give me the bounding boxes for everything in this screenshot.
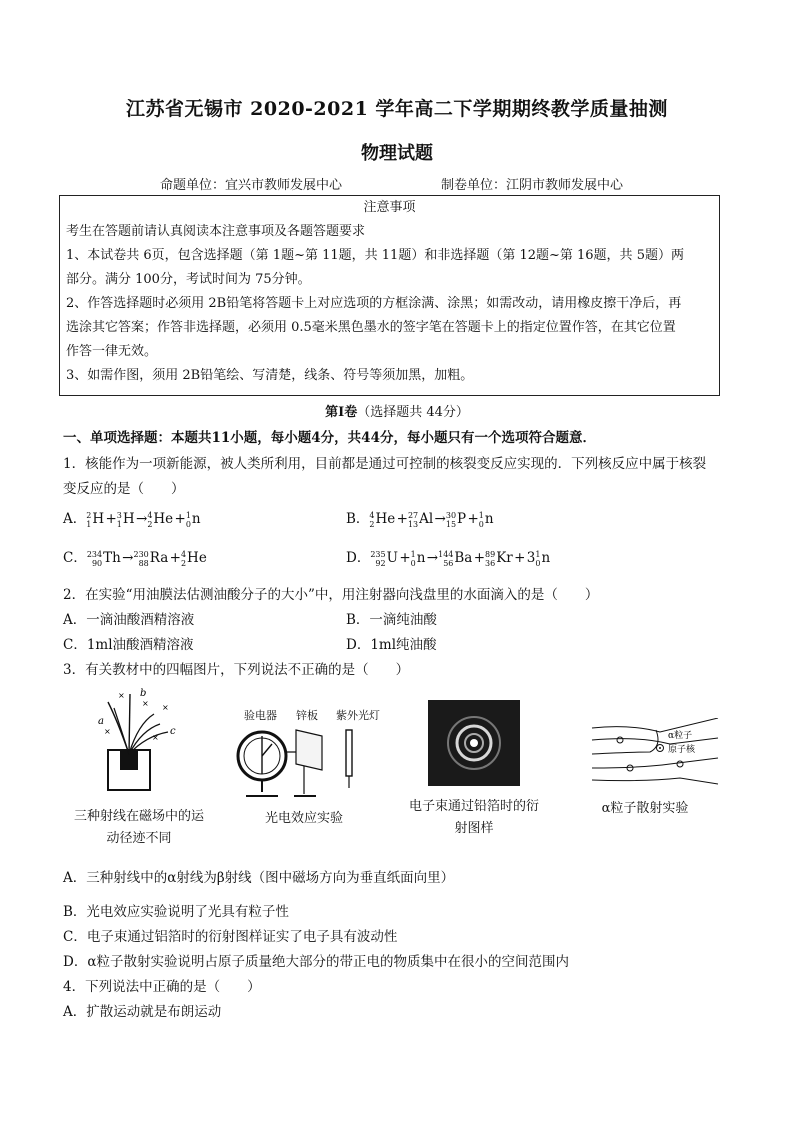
- electron-diffraction-figure: [428, 700, 520, 786]
- q4-option-a: A．扩散运动就是布朗运动: [63, 1004, 222, 1020]
- q1-stem-a: 1．核能作为一项新能源，被人类所利用，目前都是通过可控制的核裂变反应实现的．下列核反应中属于核裂: [63, 456, 707, 472]
- unit-right: 制卷单位：江阴市教师发展中心: [441, 178, 624, 193]
- notice-item-3: 3、如需作图，须用 2B铅笔绘、写清楚，线条、符号等须加黑，加粗。: [66, 368, 474, 383]
- fig2-label-uvlamp: 紫外光灯: [336, 709, 380, 722]
- q3-stem: 3．有关教材中的四幅图片，下列说法不正确的是（ ）: [63, 662, 410, 678]
- q2-option-d: D．1ml纯油酸: [346, 637, 437, 653]
- fig1-caption: 三种射线在磁场中的运 动径迹不同: [73, 809, 204, 846]
- fig1-label-c: c: [170, 726, 176, 737]
- svg-text:×: ×: [142, 699, 149, 708]
- notice-box: [59, 195, 720, 396]
- notice-item-2a: 2、作答选择题时必须用 2B铅笔将答题卡上对应选项的方框涂满、涂黑；如需改动，请用橡皮擦干净后，再: [66, 296, 682, 311]
- fig4-label-nucleus: 原子核: [668, 745, 696, 755]
- fig4-caption: α粒子散射实验: [601, 801, 689, 816]
- q3-option-c: C．电子束通过铝箔时的衍射图样证实了电子具有波动性: [63, 929, 398, 945]
- svg-text:×: ×: [118, 691, 125, 700]
- exam-subtitle: 物理试题: [361, 143, 433, 164]
- q2-option-b: B．一滴纯油酸: [346, 612, 437, 628]
- volume-rest: （选择题共 44分）: [357, 405, 469, 420]
- notice-item-2c: 作答一律无效。: [66, 344, 158, 359]
- q1-option-a: A． 2 1 H + 3 1 H → 4 2 He + 1 0 n: [63, 510, 201, 529]
- q1-b-label: B．: [346, 511, 370, 527]
- unit-left: 命题单位：宜兴市教师发展中心: [160, 178, 343, 193]
- q1-c-label: C．: [63, 550, 87, 566]
- q2-option-a: A．一滴油酸酒精溶液: [63, 612, 195, 628]
- fig2-caption: 光电效应实验: [264, 811, 343, 826]
- q1-option-d: D． 235 92 U + 1 0 n → 144 56 Ba + 89 36 Kr + 3 1 0 n: [346, 549, 551, 568]
- exam-title: 江苏省无锡市 2020-2021 学年高二下学期期终教学质量抽测: [126, 98, 668, 120]
- svg-text:×: ×: [152, 733, 159, 742]
- alpha-scattering-figure: [590, 718, 720, 788]
- notice-title: 注意事项: [363, 200, 416, 215]
- fig2-label-zinc: 锌板: [296, 709, 318, 722]
- q3-option-d: D．α粒子散射实验说明占原子质量绝大部分的带正电的物质集中在很小的空间范围内: [63, 954, 569, 970]
- fig1-label-a: a: [98, 716, 104, 727]
- notice-item-1a: 1、本试卷共 6页，包含选择题（第 1题~第 11题，共 11题）和非选择题（第 12题~第 16题，共 5题）两: [66, 248, 684, 263]
- volume-title: [0, 401, 794, 420]
- photoelectric-figure: [234, 722, 374, 802]
- radiation-tracks-figure: [90, 684, 200, 794]
- q1-d-label: D．: [346, 550, 371, 566]
- notice-item-2b: 选涂其它答案；作答非选择题，必须用 0.5毫米黑色墨水的签字笔在答题卡上的指定位置作答，在其它位置: [66, 320, 676, 335]
- fig1-label-b: b: [140, 688, 147, 699]
- part-one-heading: 一、单项选择题：本题共11小题，每小题4分，共44分，每小题只有一个选项符合题意．: [63, 430, 596, 446]
- fig2-label-electroscope: 验电器: [244, 709, 277, 722]
- q1-option-c: C． 234 90 Th → 230 88 Ra + 4 2 He: [63, 549, 207, 568]
- notice-intro: 考生在答题前请认真阅读本注意事项及各题答题要求: [66, 224, 366, 239]
- q3-option-b: B．光电效应实验说明了光具有粒子性: [63, 904, 289, 920]
- volume-bold: 第Ⅰ卷: [325, 405, 358, 420]
- q2-stem: 2．在实验“用油膜法估测油酸分子的大小”中，用注射器向浅盘里的水面滴入的是（ ）: [63, 587, 599, 603]
- fig4-label-alpha: α粒子: [668, 731, 693, 741]
- q1-a-label: A．: [63, 511, 87, 527]
- q4-stem: 4．下列说法中正确的是（ ）: [63, 979, 261, 995]
- q2-option-c: C．1ml油酸酒精溶液: [63, 637, 194, 653]
- q3-option-a: A．三种射线中的α射线为β射线（图中磁场方向为垂直纸面向里）: [63, 870, 455, 886]
- fig3-caption: 电子束通过铅箔时的衍 射图样: [408, 799, 539, 836]
- svg-text:×: ×: [162, 703, 169, 712]
- notice-item-1b: 部分。满分 100分，考试时间为 75分钟。: [66, 272, 311, 287]
- q1-stem-b: 变反应的是（ ）: [63, 481, 185, 497]
- q1-option-b: B． 4 2 He + 27 13 Al → 30 15 P + 1 0 n: [346, 510, 494, 529]
- svg-text:×: ×: [104, 727, 111, 736]
